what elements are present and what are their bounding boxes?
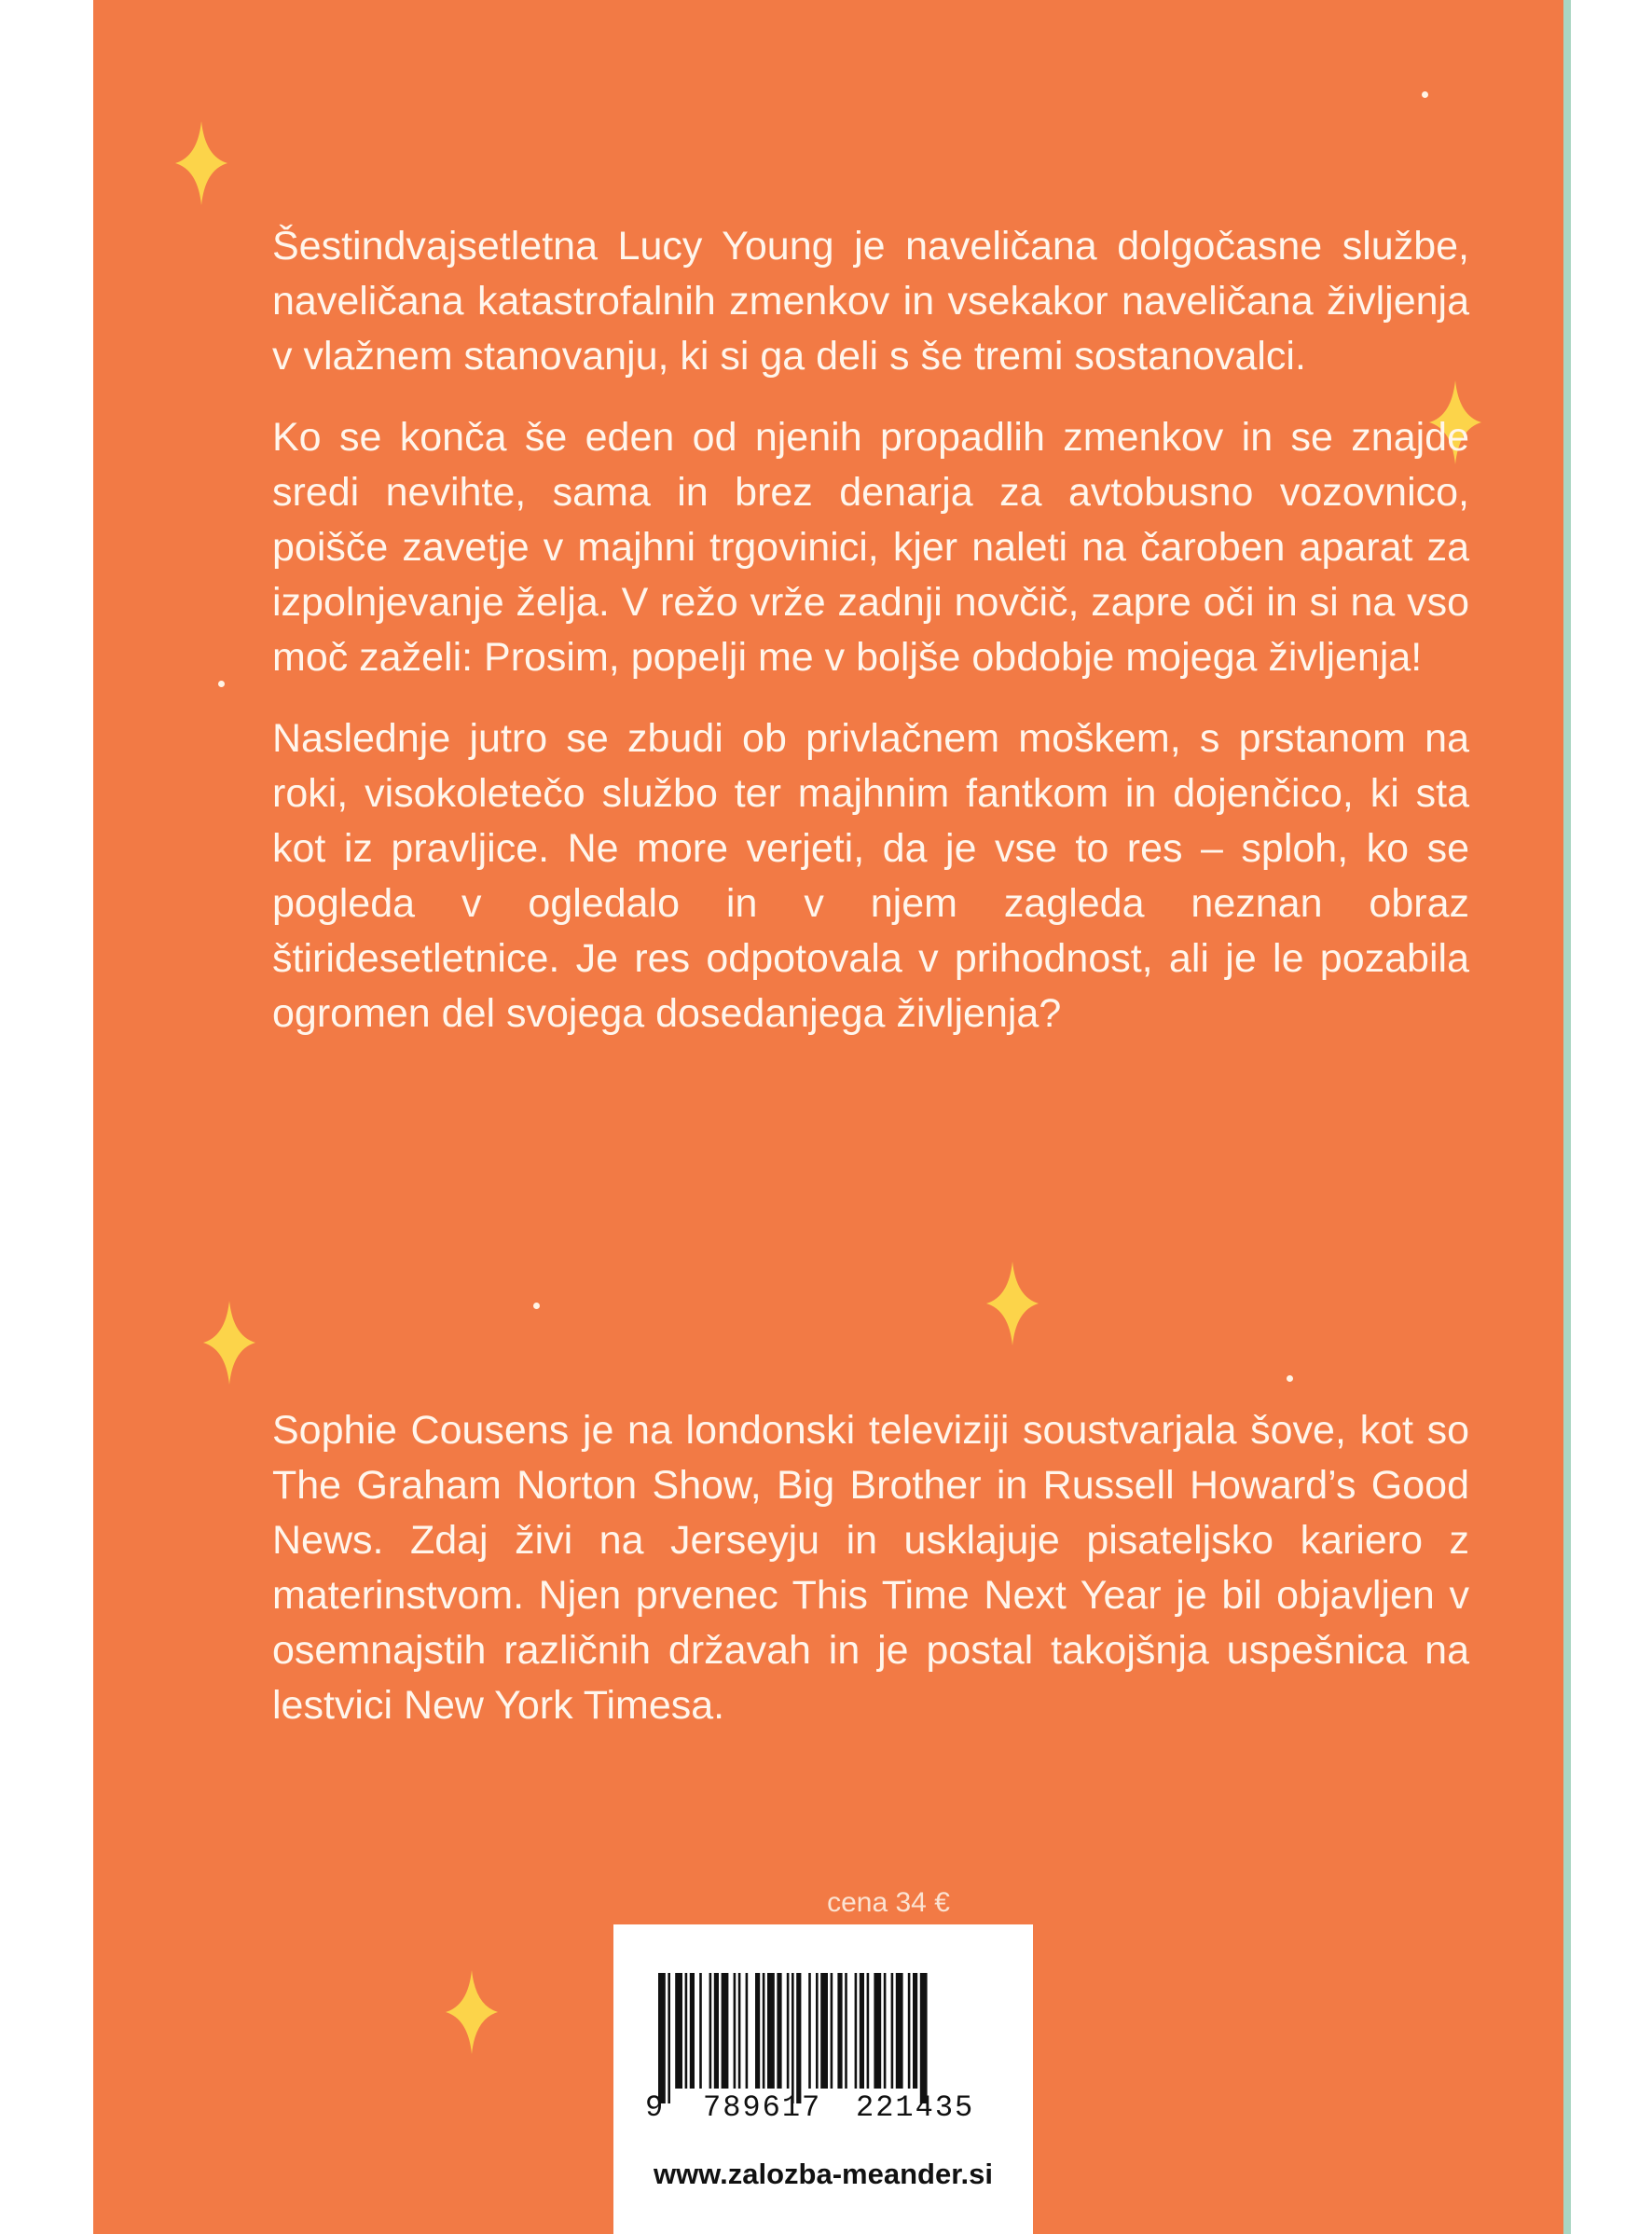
barcode-bar <box>787 1973 790 2089</box>
barcode-bar <box>722 1973 729 2089</box>
author-bio <box>272 1403 1469 1759</box>
isbn-digits <box>645 2090 1009 2131</box>
barcode-bar <box>845 1973 847 2089</box>
blurb-paragraph: Šestindvajsetletna Lucy Young je naveličana dolgočasne službe, naveličana katastrofalnih zmenkov in vsekakor naveličana življenja v vlažnem stanovanju, ki si ga deli s še tremi sostanovalci. <box>272 224 1469 379</box>
barcode-bar <box>896 1973 903 2089</box>
barcode-bar <box>755 1973 760 2089</box>
barcode-bar <box>884 1973 887 2089</box>
barcode-bar <box>675 1973 682 2089</box>
book-blurb <box>272 219 1469 1068</box>
barcode-bar <box>714 1973 719 2089</box>
star-dot-icon <box>218 681 225 687</box>
blurb-paragraph: Naslednje jutro se zbudi ob privlačnem moškem, s prstanom na roki, visokoletečo službo ter majhnim fantkom in dojenčico, ki sta kot iz pravljice. Ne more verjeti, da je vse to res – sploh, ko se pogleda v ogledalo in v njem zagleda neznan obraz štiridesetletnice. Je res odpotovala v prihodnost, ali je le pozabila ogromen del svojega dosedanjega življenja? <box>272 716 1469 1036</box>
barcode-bar <box>860 1973 864 2089</box>
barcode-bar <box>831 1973 833 2089</box>
barcode-bar <box>913 1973 917 2089</box>
barcode-bar <box>874 1973 881 2089</box>
author-bio-text: Sophie Cousens je na londonski televiziji soustvarjala šove, kot so The Graham Norton Show, Big Brother in Russell Howard’s Good News. Zdaj živi na Jerseyju in usklajuje pisateljsko kariero z materinstvom. Njen prvenec This Time Next Year je bil objavljen v osemnajstih različnih državah in je postal takojšnja uspešnica na lestvici New York Timesa. <box>272 1408 1469 1728</box>
barcode-bar <box>709 1973 712 2089</box>
isbn-left-group: 789617 <box>703 2090 822 2125</box>
barcode-bar <box>746 1973 749 2089</box>
barcode-bar <box>658 1973 666 2103</box>
star-dot-icon <box>1422 91 1428 98</box>
barcode-bar <box>920 1973 928 2103</box>
barcode-bar <box>837 1973 842 2089</box>
barcode-bar <box>777 1973 781 2089</box>
barcode-bar <box>734 1973 737 2089</box>
barcode-bar <box>685 1973 688 2089</box>
barcode-bar <box>767 1973 775 2089</box>
barcode-bar <box>796 1973 801 2103</box>
isbn-right-group: 221435 <box>856 2090 975 2125</box>
spine-edge <box>1563 0 1571 2234</box>
barcode-bar <box>690 1973 695 2089</box>
barcode <box>658 1973 986 2103</box>
barcode-bar <box>763 1973 765 2089</box>
sparkle-icon <box>986 1262 1039 1345</box>
barcode-bar <box>867 1973 870 2089</box>
barcode-bar <box>808 1973 811 2089</box>
barcode-bar <box>792 1973 794 2103</box>
barcode-bar <box>668 1973 670 2103</box>
star-dot-icon <box>1287 1375 1293 1382</box>
publisher-url: www.zalozba-meander.si <box>653 2158 994 2190</box>
barcode-bar <box>891 1973 894 2089</box>
isbn-lead-digit: 9 <box>645 2090 666 2125</box>
sparkle-icon <box>446 1970 498 2054</box>
sparkle-icon <box>175 121 227 205</box>
barcode-bar <box>908 1973 911 2089</box>
barcode-bar <box>816 1973 819 2089</box>
sparkle-icon <box>203 1301 255 1385</box>
barcode-bar <box>699 1973 702 2089</box>
barcode-bar <box>855 1973 858 2089</box>
barcode-box <box>613 1924 1033 2234</box>
star-dot-icon <box>533 1303 540 1309</box>
price-label: cena 34 € <box>827 1887 950 1918</box>
barcode-bar <box>820 1973 828 2089</box>
book-back-cover <box>93 0 1563 2234</box>
barcode-bar <box>738 1973 741 2089</box>
blurb-paragraph: Ko se konča še eden od njenih propadlih zmenkov in se znajde sredi nevihte, sama in brez denarja za avtobusno vozovnico, poišče zavetje v majhni trgovinici, kjer naleti na čaroben aparat za izpolnjevanje želja. V režo vrže zadnji novčič, zapre oči in si na vso moč zaželi: Prosim, popelji me v boljše obdobje mojega življenja! <box>272 415 1469 680</box>
